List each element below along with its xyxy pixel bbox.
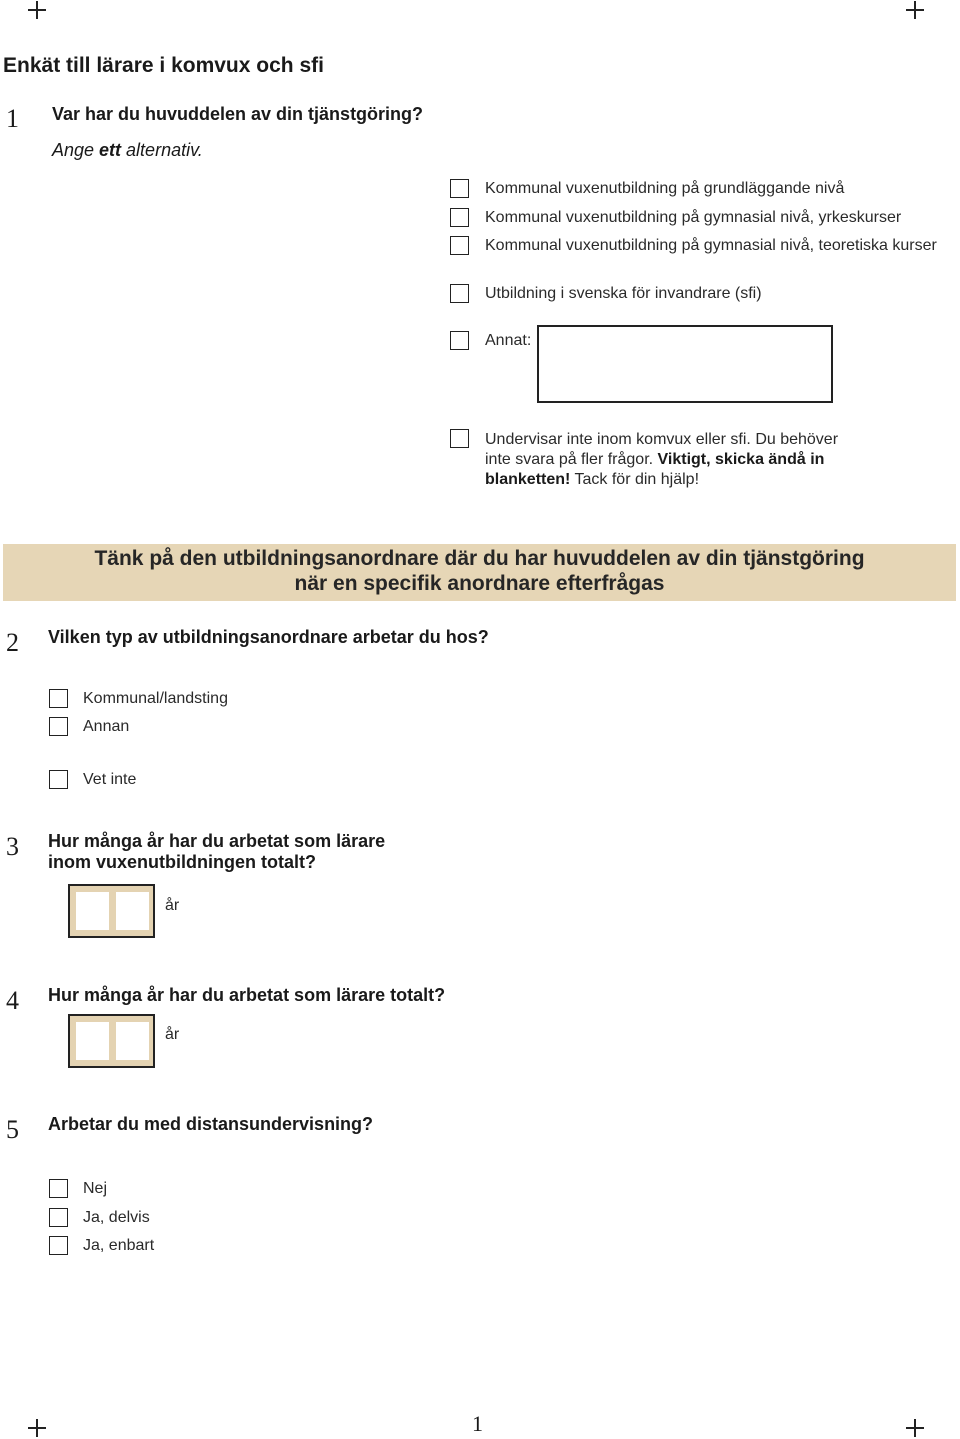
crop-mark-top-left xyxy=(28,1,46,19)
q1-option-label: Kommunal vuxenutbildning på grundläggande nivå xyxy=(485,180,845,197)
question-3-text: Hur många år har du arbetat som lärare inom vuxenutbildningen totalt? xyxy=(48,831,386,872)
q2-checkbox-kommunal[interactable] xyxy=(49,689,68,708)
q1-annat-text-field[interactable] xyxy=(537,325,833,403)
q1-checkbox-yrkeskurser[interactable] xyxy=(450,208,469,227)
q4-unit-label: år xyxy=(165,1026,180,1043)
q3-years-field xyxy=(68,884,155,938)
q1-option-label: Kommunal vuxenutbildning på gymnasial nivå, yrkeskurser xyxy=(485,209,902,226)
q1-note-label: Undervisar inte inom komvux eller sfi. Du behöver inte svara på fler frågor. Viktigt, skicka ändå in blanketten! Tack för din hjälp! xyxy=(485,431,839,488)
q2-option-label: Annan xyxy=(83,718,130,735)
q5-option-label: Ja, delvis xyxy=(83,1209,150,1226)
q3-digit-box-2[interactable] xyxy=(116,892,149,930)
question-2-text: Vilken typ av utbildningsanordnare arbetar du hos? xyxy=(48,627,489,647)
banner-line-1: Tänk på den utbildningsanordnare där du har huvuddelen av din tjänstgöring xyxy=(94,547,865,570)
question-number-2: 2 xyxy=(6,628,19,657)
question-1-instruction: Ange ett alternativ. xyxy=(52,140,203,160)
q5-checkbox-nej[interactable] xyxy=(49,1179,68,1198)
banner-line-2: när en specifik anordnare efterfrågas xyxy=(294,572,665,595)
q2-option-label: Vet inte xyxy=(83,771,137,788)
question-number-1: 1 xyxy=(6,104,19,133)
question-number-5: 5 xyxy=(6,1115,19,1144)
question-number-4: 4 xyxy=(6,986,19,1015)
q1-checkbox-grundlaggande[interactable] xyxy=(450,179,469,198)
q4-digit-box-1[interactable] xyxy=(76,1022,109,1060)
q4-years-field xyxy=(68,1014,155,1068)
crop-mark-top-right xyxy=(906,1,924,19)
q5-checkbox-ja-delvis[interactable] xyxy=(49,1208,68,1227)
q5-option-label: Ja, enbart xyxy=(83,1237,155,1254)
q4-digit-box-2[interactable] xyxy=(116,1022,149,1060)
q1-option-label: Utbildning i svenska för invandrare (sfi) xyxy=(485,285,762,302)
q5-option-label: Nej xyxy=(83,1180,108,1197)
instruction-banner xyxy=(3,544,956,601)
q1-checkbox-undervisar-inte[interactable] xyxy=(450,429,469,448)
q1-checkbox-annat[interactable] xyxy=(450,331,469,350)
q5-checkbox-ja-enbart[interactable] xyxy=(49,1236,68,1255)
q1-checkbox-sfi[interactable] xyxy=(450,284,469,303)
q2-checkbox-annan[interactable] xyxy=(49,717,68,736)
crop-mark-bottom-left xyxy=(28,1419,46,1437)
question-5-text: Arbetar du med distansundervisning? xyxy=(48,1114,374,1134)
q1-option-label: Annat: xyxy=(485,332,532,349)
page-title: Enkät till lärare i komvux och sfi xyxy=(3,54,324,77)
question-4-text: Hur många år har du arbetat som lärare totalt? xyxy=(48,985,446,1005)
q3-unit-label: år xyxy=(165,897,180,914)
q1-checkbox-teoretiska[interactable] xyxy=(450,236,469,255)
q2-option-label: Kommunal/landsting xyxy=(83,690,228,707)
q2-checkbox-vet-inte[interactable] xyxy=(49,770,68,789)
q3-digit-box-1[interactable] xyxy=(76,892,109,930)
crop-mark-bottom-right xyxy=(906,1419,924,1437)
q1-option-label: Kommunal vuxenutbildning på gymnasial nivå, teoretiska kurser xyxy=(485,237,937,254)
question-number-3: 3 xyxy=(6,832,19,861)
question-1-text: Var har du huvuddelen av din tjänstgöring? xyxy=(52,104,424,124)
page-number: 1 xyxy=(472,1411,483,1436)
